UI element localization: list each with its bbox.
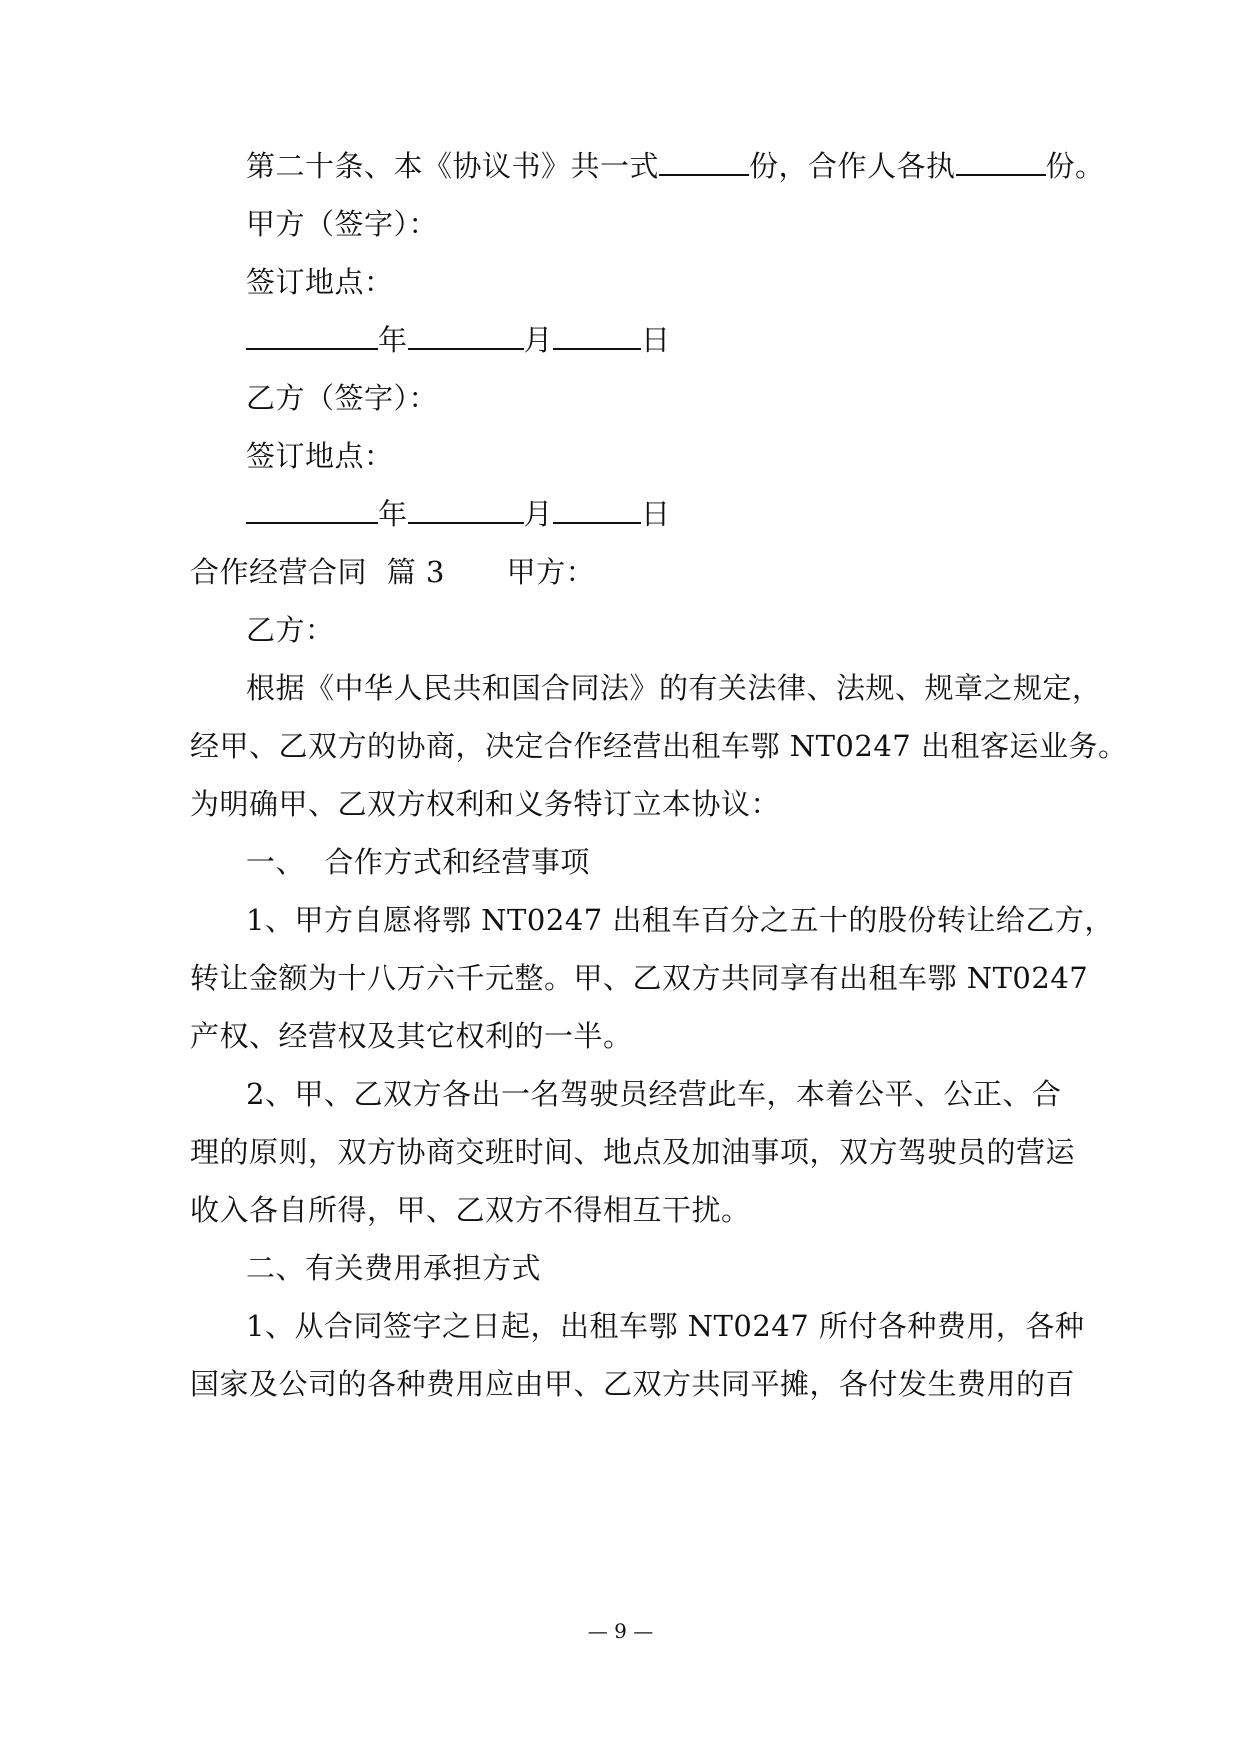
sign-place-label-1: 签订地点： [246, 265, 394, 299]
year-blank [246, 322, 378, 350]
s2-p1-line-1: 1、从合同签字之日起，出租车鄂 NT0247 所付各种费用，各种 [246, 1309, 1085, 1343]
s1-p2-line-2: 理的原则，双方协商交班时间、地点及加油事项，双方驾驶员的营运 [190, 1135, 1076, 1169]
year-label: 年 [378, 323, 408, 357]
date-line-2 [246, 494, 1116, 534]
party-b-signature-label: 乙方（签字）： [246, 381, 439, 415]
sign-place-label-2: 签订地点： [246, 439, 394, 473]
contract-part: 篇 3 [386, 555, 445, 589]
section-1-heading: 一、 合作方式和经营事项 [246, 845, 590, 879]
month-blank [408, 496, 524, 524]
year-blank [246, 496, 378, 524]
contract-title: 合作经营合同 [190, 555, 368, 589]
intro-line-3: 为明确甲、乙双方权利和义务特订立本协议： [190, 787, 781, 821]
article-20-suffix: 份。 [1045, 149, 1105, 183]
intro-line-2: 经甲、乙双方的协商，决定合作经营出租车鄂 NT0247 出租客运业务。 [190, 729, 1128, 763]
s1-p1-line-1: 1、甲方自愿将鄂 NT0247 出租车百分之五十的股份转让给乙方， [246, 903, 1114, 937]
party-a-label: 甲方： [506, 555, 596, 589]
date-line-1 [246, 320, 1116, 360]
article-20-prefix: 第二十条、本《协议书》共一式 [246, 149, 660, 183]
page-number: — 9 — [587, 1619, 654, 1643]
intro-line-1: 根据《中华人民共和国合同法》的有关法律、法规、规章之规定， [246, 671, 1102, 705]
month-label: 月 [523, 323, 554, 357]
section-2-heading: 二、有关费用承担方式 [246, 1251, 542, 1285]
party-a-signature-label: 甲方（签字）： [246, 207, 439, 241]
article-20-mid: 份，合作人各执 [749, 149, 956, 183]
copies-total-blank [659, 148, 749, 176]
month-label: 月 [523, 497, 554, 531]
contract-heading [190, 552, 1060, 592]
s1-p1-line-2: 转让金额为十八万六千元整。甲、乙双方共同享有出租车鄂 NT0247 [190, 961, 1089, 995]
month-blank [408, 322, 524, 350]
year-label: 年 [378, 497, 408, 531]
article-20-line [246, 146, 1116, 186]
s2-p1-line-2: 国家及公司的各种费用应由甲、乙双方共同平摊，各付发生费用的百 [190, 1367, 1076, 1401]
copies-each-blank [956, 148, 1046, 176]
s1-p1-line-3: 产权、经营权及其它权利的一半。 [190, 1019, 633, 1053]
s1-p2-line-1: 2、甲、乙双方各出一名驾驶员经营此车，本着公平、公正、合 [246, 1077, 1062, 1111]
day-blank [553, 496, 641, 524]
day-blank [553, 322, 641, 350]
party-b-label: 乙方： [246, 613, 335, 647]
day-label: 日 [641, 323, 671, 357]
day-label: 日 [641, 497, 671, 531]
s1-p2-line-3: 收入各自所得，甲、乙双方不得相互干扰。 [190, 1193, 751, 1227]
